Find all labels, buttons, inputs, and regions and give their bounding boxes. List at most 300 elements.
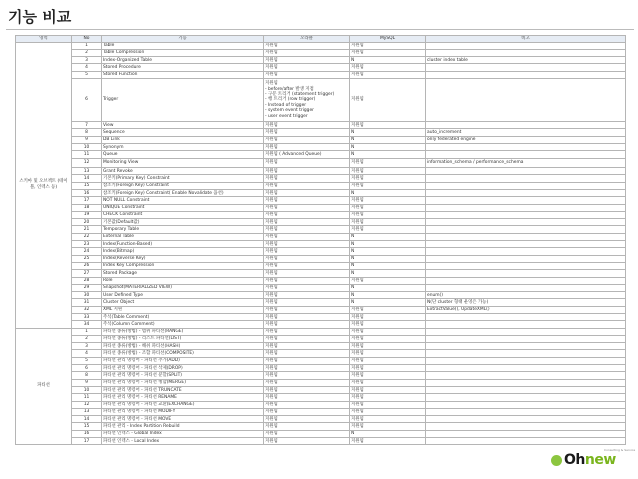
table-row <box>16 379 626 386</box>
oracle-cell: 지원됨 <box>264 49 350 56</box>
feature-cell: XML 지원 <box>102 306 264 313</box>
no-cell: 17 <box>72 438 102 445</box>
mysql-cell: 지원됨 <box>350 71 426 78</box>
table-row <box>16 226 626 233</box>
note-cell <box>426 248 626 255</box>
note-cell <box>426 408 626 415</box>
oracle-cell: 지원됨 <box>264 357 350 364</box>
note-cell <box>426 343 626 350</box>
note-cell <box>426 379 626 386</box>
mysql-cell: 지원됨 <box>350 343 426 350</box>
logo-tagline: Consulting & Service <box>604 448 636 452</box>
oracle-cell: 지원됨 <box>264 122 350 129</box>
mysql-cell: 지원됨 <box>350 158 426 168</box>
table-row <box>16 321 626 328</box>
mysql-cell: 지원됨 <box>350 49 426 56</box>
table-row <box>16 365 626 372</box>
oracle-cell: 지원됨 <box>264 423 350 430</box>
mysql-cell: 지원됨 <box>350 321 426 328</box>
feature-cell: Synonym <box>102 143 264 150</box>
table-row <box>16 197 626 204</box>
mysql-cell: 지원됨 <box>350 197 426 204</box>
no-cell: 22 <box>72 233 102 240</box>
feature-cell: 파티션 관리 명령어 - 파티션 추가(ADD) <box>102 357 264 364</box>
feature-cell: 파티션 관리 명령어 - 파티션 TRUNCATE <box>102 386 264 393</box>
no-cell: 34 <box>72 321 102 328</box>
no-cell: 19 <box>72 211 102 218</box>
feature-cell: 파티션 관리 명령어 - 파티션 병합(MERGE) <box>102 379 264 386</box>
note-cell <box>426 262 626 269</box>
column-header: 비고 <box>426 36 626 43</box>
oracle-cell: 지원됨 <box>264 158 350 168</box>
table-row <box>16 79 626 122</box>
table-row <box>16 49 626 56</box>
table-row <box>16 233 626 240</box>
note-cell <box>426 168 626 175</box>
table-row <box>16 292 626 299</box>
table-row <box>16 211 626 218</box>
table-body <box>16 42 626 445</box>
no-cell: 16 <box>72 189 102 196</box>
mysql-cell: N <box>350 248 426 255</box>
feature-cell: 파티션 종류(방법) - 조합 파티션(COMPOSITE) <box>102 350 264 357</box>
table-row <box>16 262 626 269</box>
feature-cell: 주석(Table Comment) <box>102 314 264 321</box>
note-cell <box>426 197 626 204</box>
mysql-cell: 지원됨 <box>350 175 426 182</box>
no-cell: 26 <box>72 262 102 269</box>
no-cell: 8 <box>72 372 102 379</box>
feature-cell: Index(Bitmap) <box>102 248 264 255</box>
note-cell <box>426 182 626 189</box>
oracle-cell: 지원됨 <box>264 314 350 321</box>
note-cell <box>426 416 626 423</box>
feature-cell: Index(Reverse Key) <box>102 255 264 262</box>
feature-cell: CHECK Constraint <box>102 211 264 218</box>
table-row <box>16 350 626 357</box>
no-cell: 1 <box>72 42 102 49</box>
mysql-cell: N <box>350 292 426 299</box>
note-cell <box>426 423 626 430</box>
no-cell: 17 <box>72 197 102 204</box>
oracle-cell: 지원됨 <box>264 189 350 196</box>
feature-cell: 파티션 인덱스 - Local Index <box>102 438 264 445</box>
oracle-cell: 지원됨 <box>264 350 350 357</box>
no-cell: 11 <box>72 151 102 158</box>
feature-cell: Snapshot(MATERIALIZED VIEW) <box>102 284 264 291</box>
oracle-cell: 지원됨 <box>264 416 350 423</box>
oracle-cell-line: - 행 트리거 (row trigger) <box>265 97 316 103</box>
mysql-cell: 지원됨 <box>350 357 426 364</box>
note-cell <box>426 394 626 401</box>
table-row <box>16 129 626 136</box>
oracle-cell: 지원됨 <box>264 241 350 248</box>
company-logo <box>551 452 616 468</box>
no-cell: 9 <box>72 136 102 143</box>
no-cell: 18 <box>72 204 102 211</box>
note-cell <box>426 284 626 291</box>
oracle-cell: 지원됨 <box>264 328 350 335</box>
mysql-cell: N <box>350 57 426 64</box>
table-row <box>16 158 626 168</box>
no-cell: 12 <box>72 158 102 168</box>
mysql-cell: 지원됨 <box>350 438 426 445</box>
feature-cell: User Defined Type <box>102 292 264 299</box>
table-row <box>16 299 626 306</box>
table-row <box>16 64 626 71</box>
feature-cell: 파티션 종류(방법) - 범위 파티션(RANGE) <box>102 328 264 335</box>
oracle-cell: 지원됨 <box>264 255 350 262</box>
table-row <box>16 314 626 321</box>
feature-cell: Index Key Compression <box>102 262 264 269</box>
table-row <box>16 306 626 313</box>
oracle-cell: 지원됨 <box>264 175 350 182</box>
no-cell: 6 <box>72 365 102 372</box>
note-cell <box>426 430 626 437</box>
table-row <box>16 143 626 150</box>
note-cell <box>426 255 626 262</box>
oracle-cell: 지원됨 <box>264 233 350 240</box>
note-cell <box>426 64 626 71</box>
mysql-cell: 지원됨 <box>350 42 426 49</box>
no-cell: 2 <box>72 335 102 342</box>
mysql-cell: N <box>350 189 426 196</box>
oracle-cell: 지원됨 <box>264 408 350 415</box>
oracle-cell: 지원됨 <box>264 129 350 136</box>
mysql-cell: 지원됨 <box>350 394 426 401</box>
table-row <box>16 57 626 64</box>
oracle-cell-line: - system event trigger <box>265 108 314 114</box>
oracle-cell: 지원됨 <box>264 277 350 284</box>
table-row <box>16 394 626 401</box>
oracle-cell: 지원됨 <box>264 64 350 71</box>
mysql-cell: 지원됨 <box>350 379 426 386</box>
feature-cell: NOT NULL Constraint <box>102 197 264 204</box>
mysql-cell: 지원됨 <box>350 219 426 226</box>
mysql-cell: 지원됨 <box>350 226 426 233</box>
feature-cell: 파티션 관리 명령어 - 파티션 RENAME <box>102 394 264 401</box>
table-row <box>16 248 626 255</box>
page-title: 기능 비교 <box>8 8 72 26</box>
table-row <box>16 408 626 415</box>
mysql-cell: 지원됨 <box>350 401 426 408</box>
table-row <box>16 241 626 248</box>
oracle-cell: 지원됨 <box>264 292 350 299</box>
column-header: 영역 <box>16 36 72 43</box>
mysql-cell: 지원됨 <box>350 64 426 71</box>
oracle-cell-line: - user event trigger <box>265 113 308 119</box>
column-header: No <box>72 36 102 43</box>
note-cell <box>426 143 626 150</box>
table-row <box>16 42 626 49</box>
oracle-cell: 지원됨 <box>264 136 350 143</box>
mysql-cell: 지원됨 <box>350 350 426 357</box>
note-cell <box>426 335 626 342</box>
feature-cell: Table <box>102 42 264 49</box>
no-cell: 15 <box>72 423 102 430</box>
table-row <box>16 335 626 342</box>
no-cell: 10 <box>72 386 102 393</box>
feature-cell: External Table <box>102 233 264 240</box>
mysql-cell: N <box>350 299 426 306</box>
mysql-cell: 지원됨 <box>350 408 426 415</box>
feature-cell: 참조키(Foreign Key) Constraint <box>102 182 264 189</box>
note-cell: auto_increment <box>426 129 626 136</box>
table-row <box>16 423 626 430</box>
no-cell: 27 <box>72 270 102 277</box>
mysql-cell: 지원됨 <box>350 386 426 393</box>
note-cell <box>426 365 626 372</box>
feature-cell: Index-Organized Table <box>102 57 264 64</box>
mysql-cell: N <box>350 136 426 143</box>
mysql-cell: N <box>350 255 426 262</box>
column-header: 오라클 <box>264 36 350 43</box>
mysql-cell: N <box>350 284 426 291</box>
feature-cell: Sequence <box>102 129 264 136</box>
no-cell: 31 <box>72 299 102 306</box>
feature-cell: Trigger <box>102 79 264 122</box>
oracle-cell: 지원됨 <box>264 248 350 255</box>
no-cell: 32 <box>72 306 102 313</box>
no-cell: 14 <box>72 175 102 182</box>
no-cell: 14 <box>72 416 102 423</box>
mysql-cell: 지원됨 <box>350 423 426 430</box>
no-cell: 10 <box>72 143 102 150</box>
no-cell: 3 <box>72 57 102 64</box>
feature-cell: Index(Function-Based) <box>102 241 264 248</box>
oracle-cell: 지원됨 <box>264 57 350 64</box>
mysql-cell: 지원됨 <box>350 182 426 189</box>
feature-cell: Stored Procedure <box>102 64 264 71</box>
logo-wordmark: Ohnew <box>564 452 616 468</box>
title-divider <box>6 29 634 30</box>
feature-cell: Cluster Object <box>102 299 264 306</box>
column-header: MySQL <box>350 36 426 43</box>
note-cell <box>426 328 626 335</box>
feature-cell: DB Link <box>102 136 264 143</box>
feature-cell: 파티션 종류(방법) - 해쉬 파티션(HASH) <box>102 343 264 350</box>
note-cell <box>426 204 626 211</box>
mysql-cell: 지원됨 <box>350 204 426 211</box>
column-header: 기능 <box>102 36 264 43</box>
note-cell <box>426 233 626 240</box>
oracle-cell: 지원됨 <box>264 372 350 379</box>
oracle-cell: 지원됨 <box>264 379 350 386</box>
table-row <box>16 255 626 262</box>
table-row <box>16 151 626 158</box>
oracle-cell: 지원됨 <box>264 438 350 445</box>
no-cell: 29 <box>72 284 102 291</box>
table-row <box>16 189 626 196</box>
feature-cell: 참조키(Foreign Key) Constraint( Enable Novalidate 옵션) <box>102 189 264 196</box>
oracle-cell: 지원됨 <box>264 211 350 218</box>
table-row <box>16 343 626 350</box>
table-row <box>16 357 626 364</box>
no-cell: 5 <box>72 357 102 364</box>
feature-cell: Temporary Table <box>102 226 264 233</box>
table-row <box>16 136 626 143</box>
table-row <box>16 430 626 437</box>
table-row <box>16 386 626 393</box>
no-cell: 4 <box>72 350 102 357</box>
oracle-cell: 지원됨 <box>264 262 350 269</box>
note-cell <box>426 438 626 445</box>
mysql-cell: N <box>350 262 426 269</box>
mysql-cell: 지원됨 <box>350 168 426 175</box>
oracle-cell: 지원됨 <box>264 401 350 408</box>
no-cell: 9 <box>72 379 102 386</box>
mysql-cell: N <box>350 270 426 277</box>
oracle-cell: 지원됨 <box>264 168 350 175</box>
no-cell: 1 <box>72 328 102 335</box>
feature-cell: UNIQUE Constraint <box>102 204 264 211</box>
no-cell: 33 <box>72 314 102 321</box>
table-row <box>16 219 626 226</box>
mysql-cell: 지원됨 <box>350 416 426 423</box>
no-cell: 12 <box>72 401 102 408</box>
no-cell: 3 <box>72 343 102 350</box>
no-cell: 8 <box>72 129 102 136</box>
no-cell: 25 <box>72 255 102 262</box>
logo-leaf-icon <box>551 455 562 466</box>
note-cell <box>426 314 626 321</box>
note-cell: enum() <box>426 292 626 299</box>
table-row <box>16 284 626 291</box>
feature-cell: Grant Revoke <box>102 168 264 175</box>
feature-cell: Role <box>102 277 264 284</box>
feature-cell: 파티션 종류(방법) - 리스트 파티션(LIST) <box>102 335 264 342</box>
feature-cell: 파티션 인덱스 - Global Index <box>102 430 264 437</box>
oracle-cell: 지원됨 <box>264 42 350 49</box>
note-cell <box>426 241 626 248</box>
feature-cell: 파티션 관리 명령어 - 파티션 MOVE <box>102 416 264 423</box>
note-cell <box>426 122 626 129</box>
no-cell: 5 <box>72 71 102 78</box>
note-cell <box>426 357 626 364</box>
feature-cell: Queue <box>102 151 264 158</box>
oracle-cell-line: 지원됨 <box>265 81 278 87</box>
oracle-cell: 지원됨 <box>264 321 350 328</box>
table-row <box>16 277 626 284</box>
table-row <box>16 204 626 211</box>
feature-cell: Monitoring View <box>102 158 264 168</box>
feature-cell: 파티션 관리 명령어 - 파티션 분할(SPLIT) <box>102 372 264 379</box>
note-cell: N(단 cluster 형태 운영은 가능) <box>426 299 626 306</box>
oracle-cell: 지원됨 <box>264 394 350 401</box>
feature-cell: 파티션 관리 명령어 - 파티션 MODIFY <box>102 408 264 415</box>
note-cell <box>426 71 626 78</box>
oracle-cell: 지원됨 <box>264 365 350 372</box>
oracle-cell: 지원됨 <box>264 71 350 78</box>
table-row <box>16 71 626 78</box>
table-row <box>16 168 626 175</box>
oracle-cell: 지원됨 <box>264 143 350 150</box>
feature-cell: 파티션 관리 명령어 - 파티션 교환(EXCHANGE) <box>102 401 264 408</box>
mysql-cell: 지원됨 <box>350 372 426 379</box>
mysql-cell: N <box>350 151 426 158</box>
category-cell: 파티션 <box>16 328 72 445</box>
no-cell: 13 <box>72 408 102 415</box>
table-row <box>16 182 626 189</box>
oracle-cell: 지원됨 <box>264 343 350 350</box>
note-cell <box>426 219 626 226</box>
no-cell: 11 <box>72 394 102 401</box>
oracle-cell-line: - 구문 트리거 (statement trigger) <box>265 91 335 97</box>
mysql-cell: N <box>350 241 426 248</box>
category-cell: 스키마 및 오브젝트 (테이블, 인덱스 등) <box>16 42 72 328</box>
no-cell: 6 <box>72 79 102 122</box>
mysql-cell: 지원됨 <box>350 122 426 129</box>
table-row <box>16 401 626 408</box>
note-cell <box>426 175 626 182</box>
mysql-cell: 지원됨 <box>350 277 426 284</box>
oracle-cell: 지원됨 ( Advanced Queue) <box>264 151 350 158</box>
table-row <box>16 122 626 129</box>
oracle-cell: 지원됨 <box>264 306 350 313</box>
mysql-cell: N <box>350 143 426 150</box>
feature-cell: 주석(Column Comment) <box>102 321 264 328</box>
note-cell <box>426 49 626 56</box>
no-cell: 15 <box>72 182 102 189</box>
no-cell: 20 <box>72 219 102 226</box>
note-cell <box>426 386 626 393</box>
oracle-cell-line: - before/after 발생 지점 <box>265 86 314 92</box>
no-cell: 7 <box>72 122 102 129</box>
feature-cell: Stored Function <box>102 71 264 78</box>
feature-cell: Stored Package <box>102 270 264 277</box>
note-cell <box>426 350 626 357</box>
feature-cell: 기본값(Default값) <box>102 219 264 226</box>
note-cell <box>426 372 626 379</box>
note-cell: ExtractValue(), UpdateXML() <box>426 306 626 313</box>
oracle-cell-line: - Instead of trigger <box>265 102 307 108</box>
table-header-row <box>16 36 626 43</box>
mysql-cell: 지원됨 <box>350 211 426 218</box>
note-cell <box>426 270 626 277</box>
oracle-cell: 지원됨 <box>264 335 350 342</box>
table-row <box>16 175 626 182</box>
note-cell: cluster index table <box>426 57 626 64</box>
feature-cell: 파티션 관리 명령어 - 파티션 삭제(DROP) <box>102 365 264 372</box>
feature-cell: 기본키(Primary Key) Constraint <box>102 175 264 182</box>
mysql-cell: 지원됨 <box>350 328 426 335</box>
no-cell: 30 <box>72 292 102 299</box>
note-cell <box>426 401 626 408</box>
feature-cell: 파티션 관리 - Index Partition Rebuild <box>102 423 264 430</box>
oracle-cell: 지원됨 <box>264 284 350 291</box>
mysql-cell: 지원됨 <box>350 306 426 313</box>
mysql-cell: N <box>350 430 426 437</box>
feature-comparison-table <box>15 35 626 445</box>
oracle-cell: 지원됨 <box>264 270 350 277</box>
note-cell: only federated engine <box>426 136 626 143</box>
mysql-cell: N <box>350 233 426 240</box>
oracle-cell: 지원됨 <box>264 182 350 189</box>
mysql-cell: 지원됨 <box>350 79 426 122</box>
mysql-cell: 지원됨 <box>350 335 426 342</box>
table-row <box>16 328 626 335</box>
feature-cell: View <box>102 122 264 129</box>
feature-cell: Table Compression <box>102 49 264 56</box>
oracle-cell: 지원됨 <box>264 430 350 437</box>
oracle-cell <box>264 79 350 122</box>
mysql-cell: N <box>350 129 426 136</box>
oracle-cell: 지원됨 <box>264 204 350 211</box>
no-cell: 24 <box>72 248 102 255</box>
no-cell: 4 <box>72 64 102 71</box>
no-cell: 21 <box>72 226 102 233</box>
oracle-cell: 지원됨 <box>264 299 350 306</box>
